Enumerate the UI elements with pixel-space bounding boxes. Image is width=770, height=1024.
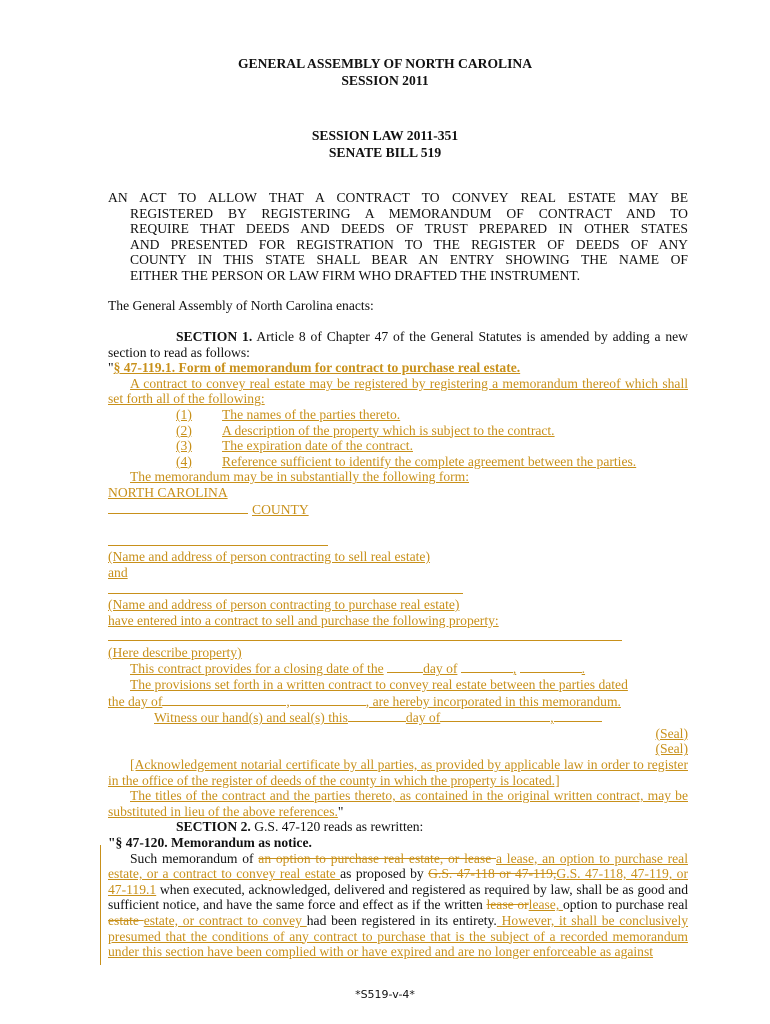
section2-heading: "§ 47-120. Memorandum as notice. (108, 835, 312, 850)
item-text: A description of the property which is subject to the contract. (222, 422, 555, 438)
county-blank (108, 501, 248, 514)
period: . (581, 661, 586, 677)
item-text: Reference sufficient to identify the complete agreement between the parties. (222, 453, 637, 469)
provisions-text: The provisions set forth in a written contract to convey real estate between the parties dated (130, 677, 628, 693)
witness-blank (348, 709, 406, 722)
act-title-line: EITHER THE PERSON OR LAW FIRM WHO DRAFTED THE INSTRUMENT. (130, 267, 581, 283)
and-text: and (108, 564, 128, 580)
buyer-label (108, 597, 688, 613)
section2-text: G.S. 47-120 reads as rewritten: (254, 819, 424, 835)
titles-paragraph (108, 788, 688, 819)
item-number: (3) (176, 438, 192, 454)
county-text: COUNTY (252, 501, 309, 517)
provisions-paragraph (108, 677, 688, 693)
entered-line (108, 613, 688, 629)
witness-line (108, 709, 688, 726)
item-text: The names of the parties thereto. (222, 406, 401, 422)
law-block (0, 127, 770, 161)
form-intro (108, 469, 688, 485)
act-title-line: AN ACT TO ALLOW THAT A CONTRACT TO CONVEY REAL ESTATE MAY BE (108, 190, 688, 205)
describe-line (108, 645, 688, 661)
text-run: Such memorandum of (130, 850, 259, 866)
document-footer: *S519-v-4* (355, 988, 415, 1001)
inserted-text: However, it shall be conclusively presumed that the conditions of any contract to purchase that is the subject of a recorded memorandum under this section have been complied with or have expired and are no longer enforceable as against (108, 912, 689, 960)
witness-day-of-text: day of (405, 710, 441, 726)
seller-blank-line (108, 533, 688, 550)
acknowledgement-paragraph (108, 757, 688, 788)
session-law-number: SESSION LAW 2011-351 (311, 128, 459, 143)
section1-text: Article 8 of Chapter 47 of the General Statutes is amended by adding a new section to read as follows: (108, 329, 688, 360)
section2-body (108, 851, 688, 960)
seller-label (108, 549, 688, 565)
provisions-year-blank (290, 693, 366, 706)
witness-text: Witness our hand(s) and seal(s) this (154, 710, 348, 726)
seller-label-text: (Name and address of person contracting to sell real estate) (108, 549, 430, 565)
form-intro-text: The memorandum may be in substantially the following form: (130, 469, 470, 485)
text-run: as proposed by (340, 866, 429, 882)
seal-line (108, 726, 688, 742)
list-item (108, 438, 688, 454)
entered-text: have entered into a contract to sell and purchase the following property: (108, 612, 499, 628)
item-number: (2) (176, 422, 192, 438)
deleted-text: an option to purchase real estate, or lease (258, 850, 497, 866)
closing-year-blank (520, 660, 582, 673)
section1-paragraph (108, 329, 688, 360)
text-run: had been registered in its entirety. (306, 912, 497, 928)
buyer-label-text: (Name and address of person contracting to purchase real estate) (108, 597, 460, 613)
intro-text: A contract to convey real estate may be registered by registering a memorandum thereof which shall set forth all of the following: (108, 375, 688, 407)
titles-text: The titles of the contract and the parties thereto, as contained in the original written contract, may be substituted in lieu of the above references. (108, 788, 688, 819)
list-item (108, 454, 688, 470)
buyer-blank-line (108, 581, 688, 598)
witness-month-blank (440, 709, 550, 722)
inserted-text: estate, or contract to convey (143, 912, 307, 928)
property-blank-line (108, 628, 688, 645)
comma: , (550, 710, 554, 726)
list-item (108, 423, 688, 439)
item-number: (1) (176, 406, 192, 422)
new-section-heading: § 47-119.1. Form of memorandum for contract to purchase real estate. (113, 360, 521, 376)
session-year: SESSION 2011 (341, 73, 429, 88)
deleted-text: G.S. 47-118 or 47-119, (428, 866, 557, 882)
act-title-line: REGISTERED BY REGISTERING A MEMORANDUM OF CONTRACT AND TO (130, 205, 688, 221)
section2-label: SECTION 2. (176, 819, 251, 835)
provisions-day-blank (162, 693, 286, 706)
inserted-text: lease, (528, 897, 563, 913)
form-state (108, 485, 688, 501)
form-county (108, 501, 688, 518)
witness-year-blank (554, 709, 602, 722)
inserted-text: a lease, an option to purchase real estate, or a contract to convey real estate (108, 850, 688, 882)
deleted-text: lease or (486, 897, 529, 913)
open-quote: " (108, 360, 114, 376)
describe-text: (Here describe property) (108, 644, 242, 660)
property-blank (108, 628, 622, 641)
seller-blank (108, 533, 328, 546)
comma: , (286, 693, 290, 709)
senate-bill-number: SENATE BILL 519 (328, 145, 442, 160)
deleted-text: estate (108, 912, 144, 928)
text-run: when executed, acknowledged, delivered and registered as required by law, shall be as good and sufficient notice, and have the same force and effect as if the written (108, 881, 688, 913)
day-of-text: day of (423, 661, 458, 677)
provisions-day-text: the day of (108, 693, 163, 709)
seal-text: (Seal) (655, 725, 688, 741)
list-item (108, 407, 688, 423)
section1-label: SECTION 1. (176, 329, 253, 344)
and-line (108, 565, 688, 581)
provisions-line2 (108, 693, 688, 710)
act-title (108, 190, 688, 284)
closing-line (108, 660, 688, 677)
item-text: The expiration date of the contract. (222, 438, 413, 454)
closing-blank (387, 660, 423, 673)
act-title-line: REQUIRE THAT DEEDS AND DEEDS OF TRUST PREPARED IN OTHER STATES (130, 221, 688, 237)
bill-body (108, 329, 688, 960)
closing-month-blank (461, 660, 513, 673)
header-block (0, 55, 770, 89)
seal-text: (Seal) (655, 741, 688, 757)
act-title-line: AND PRESENTED FOR REGISTRATION TO THE REGISTER OF DEEDS OF ANY (130, 236, 688, 252)
enacting-clause: The General Assembly of North Carolina enacts: (108, 298, 374, 313)
spacer (108, 517, 688, 533)
assembly-name: GENERAL ASSEMBLY OF NORTH CAROLINA (237, 56, 533, 71)
seal-line (108, 741, 688, 757)
intro-paragraph (108, 376, 688, 407)
closing-text: This contract provides for a closing date of the (130, 661, 384, 677)
close-quote: " (337, 803, 344, 819)
comma: , (512, 661, 517, 677)
acknowledgement-text: [Acknowledgement notarial certificate by all parties, as provided by applicable law in order to register in the office of the register of deeds of the county in which the property is located.] (108, 757, 688, 788)
item-number: (4) (176, 453, 192, 469)
act-title-line: COUNTY IN THIS STATE SHALL BEAR AN ENTRY SHOWING THE NAME OF (130, 252, 688, 268)
section1-heading-line (108, 360, 688, 376)
buyer-blank (108, 581, 463, 594)
provisions-end-text: , are hereby incorporated in this memorandum. (365, 693, 621, 709)
text-run: option to purchase real (562, 897, 689, 913)
change-bar (100, 845, 101, 965)
state-text: NORTH CAROLINA (108, 484, 228, 500)
inserted-text: G.S. 47-118, 47-119, or 47-119.1 (108, 866, 688, 897)
section2-paragraph (108, 819, 688, 835)
